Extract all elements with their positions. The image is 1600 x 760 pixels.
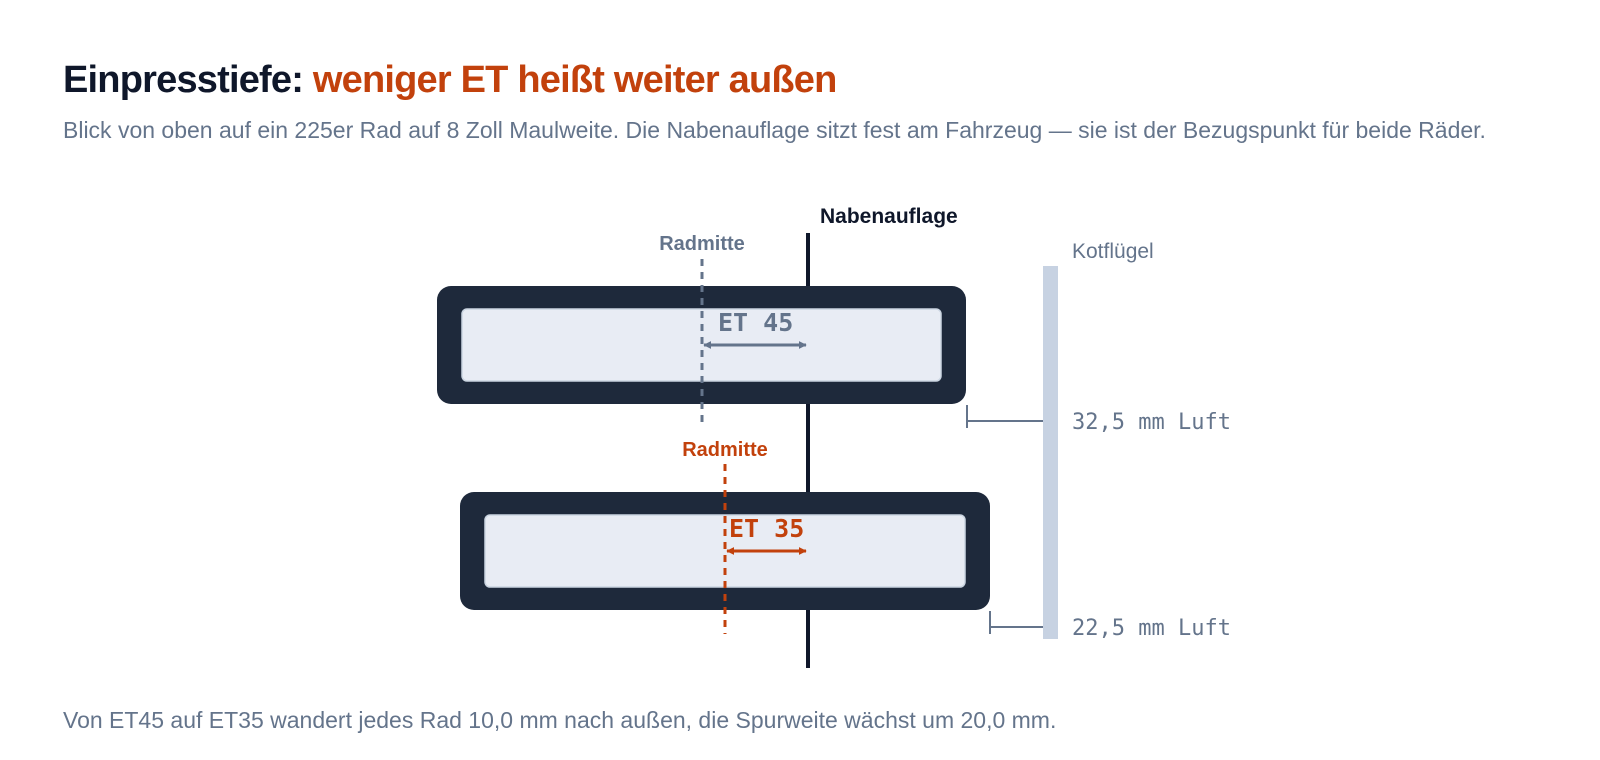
- et-label-et35: ET 35: [729, 514, 805, 543]
- rim-et35: [485, 515, 965, 587]
- wheel-center-label-et35: Radmitte: [682, 439, 768, 461]
- wheel-et35: [460, 439, 1231, 641]
- et-label-et45: ET 45: [718, 308, 794, 337]
- fender-label: Kotflügel: [1072, 240, 1154, 263]
- hub-label: Nabenauflage: [820, 205, 958, 228]
- clearance-label-et45: 32,5 mm Luft: [1072, 410, 1231, 435]
- title-accent: weniger ET heißt weiter außen: [312, 59, 837, 101]
- clearance-label-et35: 22,5 mm Luft: [1072, 616, 1231, 641]
- subtitle: Blick von oben auf ein 225er Rad auf 8 Zoll Maulweite. Die Nabenauflage sitzt fest am Fahrzeug — sie ist der Bezugspunkt für beide Räder.: [63, 117, 1486, 143]
- fender-bar: [1043, 266, 1058, 639]
- title-main: Einpresstiefe:: [63, 59, 304, 101]
- footer-summary: Von ET45 auf ET35 wandert jedes Rad 10,0 mm nach außen, die Spurweite wächst um 20,0 mm.: [63, 707, 1057, 733]
- rim-et45: [462, 309, 941, 381]
- wheel-center-label-et45: Radmitte: [659, 233, 745, 255]
- wheel-et45: [437, 233, 1231, 435]
